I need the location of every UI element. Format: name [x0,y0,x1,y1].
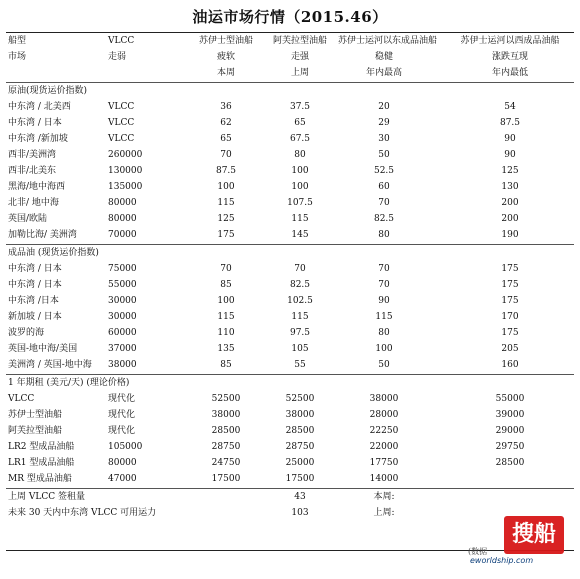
cell: 加勒比海/ 美洲湾 [8,230,77,240]
site-watermark: eworldship.com [470,556,534,565]
cell: 170 [501,312,519,322]
cell: 西非/美洲湾 [8,150,57,160]
cell: 160 [501,360,519,370]
cell: 中东湾 / 北美西 [8,102,71,112]
cell: 中东湾 /新加坡 [8,134,68,144]
cell: 115 [291,214,309,224]
cell: 85 [220,280,232,290]
cell: 现代化 [108,426,136,436]
cell: 38000 [211,410,241,420]
table-row [6,262,574,277]
cell: 本周 [216,68,235,78]
cell: 55000 [108,280,137,290]
cell: 上周 VLCC 签租量 [8,492,85,502]
cell: 55 [294,360,306,370]
cell: 28500 [211,426,241,436]
cell: 85 [220,360,232,370]
table-row [6,472,574,487]
cell: 现代化 [108,394,136,404]
cell: 52.5 [373,166,395,176]
table-row [6,148,574,163]
cell: 新加坡 / 日本 [8,312,62,322]
cell: 年内最高 [365,68,402,78]
cell: 75000 [108,264,137,274]
cell: 70 [220,150,232,160]
cell: 38000 [108,360,137,370]
table-row [6,100,574,115]
cell: 中东湾 /日本 [8,296,59,306]
cell: 175 [501,264,519,274]
cell: 50 [378,360,390,370]
header-row-market [6,50,574,65]
table-row [6,456,574,471]
cell: 36 [220,102,232,112]
cell: 125 [217,214,235,224]
cell: 200 [501,214,519,224]
cell: 黑海/地中海西 [8,182,66,192]
cell: 100 [291,166,309,176]
cell: 52500 [285,394,315,404]
cell: 70 [378,280,390,290]
source-note: (数据 [468,547,488,556]
cell: 200 [501,198,519,208]
cell: 25000 [285,458,315,468]
cell: 145 [291,230,309,240]
cell: 苏伊士型油船 [8,410,63,420]
top-rule [6,32,574,33]
cell: 175 [217,230,235,240]
cell: 22250 [369,426,399,436]
cell: 本周: [373,492,395,502]
table-row [6,164,574,179]
cell: 28750 [211,442,241,452]
cell: 28500 [285,426,315,436]
cell: 90 [504,150,516,160]
table-row [6,132,574,147]
cell: 走强 [290,52,309,62]
cell: 260000 [108,150,143,160]
page-title: 油运市场行情（2015.46） [192,8,388,26]
cell: 80000 [108,458,137,468]
cell: LR1 型成品油船 [8,458,75,468]
cell: MR 型成品油船 [8,474,72,484]
cell: 43 [294,492,306,502]
table-row [6,180,574,195]
section-rule [6,244,574,245]
cell: 190 [501,230,519,240]
cell: 52500 [211,394,241,404]
cell: 中东湾 / 日本 [8,264,62,274]
footer-row [6,490,574,505]
cell: VLCC [108,134,135,144]
section-rule [6,488,574,489]
cell: 80000 [108,214,137,224]
cell: 80000 [108,198,137,208]
cell: 37000 [108,344,137,354]
cell: 37.5 [289,102,311,112]
table-row [6,228,574,243]
cell: 115 [217,198,235,208]
cell: 100 [375,344,393,354]
cell: 英国/欧陆 [8,214,48,224]
cell: 175 [501,328,519,338]
table-row [6,310,574,325]
cell: 中东湾 / 日本 [8,280,62,290]
cell: 70 [378,198,390,208]
crude-section [6,84,574,99]
cell: 波罗的海 [8,328,45,338]
cell: 30000 [108,296,137,306]
cell: 82.5 [373,214,395,224]
cell: 美洲湾 / 英国-地中海 [8,360,92,370]
cell: 30 [378,134,390,144]
cell: VLCC [108,102,135,112]
cell: 17500 [285,474,315,484]
cell: 105000 [108,442,143,452]
table-row [6,278,574,293]
cell: 38000 [369,394,399,404]
cell: 30000 [108,312,137,322]
cell: 62 [220,118,232,128]
cell: 205 [501,344,519,354]
table-row [6,326,574,341]
cell: 29000 [495,426,525,436]
cell: 英国-地中海/美国 [8,344,78,354]
cell: 100 [217,296,235,306]
cell: 现代化 [108,410,136,420]
cell: 135 [217,344,235,354]
cell: 175 [501,296,519,306]
cell: 上周 [290,68,309,78]
cell: 上周: [373,508,395,518]
logo-text: 搜船 [511,522,556,547]
section-rule [6,374,574,375]
cell: 80 [378,328,390,338]
table-row [6,342,574,357]
cell: 走弱 [108,52,127,62]
cell: 中东湾 / 日本 [8,118,62,128]
cell: 82.5 [289,280,311,290]
cell: 65 [220,134,232,144]
header-row-period [6,66,574,81]
bottom-rule [6,550,574,551]
cell: 90 [378,296,390,306]
cell: 50 [378,150,390,160]
table-row [6,358,574,373]
cell: 90 [504,134,516,144]
cell: 125 [501,166,519,176]
cell: 29750 [495,442,525,452]
table-row [6,212,574,227]
table-row [6,392,574,407]
cell: 28000 [369,410,399,420]
sochuan-logo [504,516,564,554]
cell: 105 [291,344,309,354]
cell: 苏伊士型油船 [198,36,253,46]
section-rule [6,82,574,83]
cell: 110 [217,328,235,338]
cell: 70 [294,264,306,274]
product-section [6,246,574,261]
cell: 38000 [285,410,315,420]
section-label: 原油(现货运价指数) [8,86,88,96]
cell: 67.5 [289,134,311,144]
table-row [6,440,574,455]
cell: VLCC [108,36,135,46]
cell: 22000 [369,442,399,452]
cell: 70000 [108,230,137,240]
header-row-ship-type [6,34,574,49]
cell: 135000 [108,182,143,192]
cell: 70 [378,264,390,274]
timecharter-section [6,376,574,391]
table-row [6,196,574,211]
cell: 55000 [495,394,525,404]
cell: 20 [378,102,390,112]
section-label: 1 年期租 (美元/天) (理论价格) [8,378,130,388]
cell: 17500 [211,474,241,484]
cell: 17750 [369,458,399,468]
cell: 175 [501,280,519,290]
cell: 年内最低 [491,68,528,78]
cell: 阿芙拉型油船 [8,426,63,436]
cell: 87.5 [215,166,237,176]
footer-row [6,506,574,521]
cell: 西非/北美东 [8,166,57,176]
cell: 65 [294,118,306,128]
table-row [6,424,574,439]
table-row [6,116,574,131]
cell: 80 [378,230,390,240]
cell: 87.5 [499,118,521,128]
cell: 107.5 [287,198,313,208]
cell: 39000 [495,410,525,420]
cell: 稳健 [374,52,393,62]
section-label: 成品油 (现货运价指数) [8,248,99,258]
cell: VLCC [8,394,35,404]
cell: 28750 [285,442,315,452]
cell: 24750 [211,458,241,468]
cell: 100 [217,182,235,192]
cell: 47000 [108,474,137,484]
cell: 54 [504,102,516,112]
cell: 14000 [369,474,399,484]
cell: 市场 [8,52,27,62]
cell: 102.5 [287,296,313,306]
cell: 涨跌互现 [491,52,528,62]
cell: VLCC [108,118,135,128]
cell: 100 [291,182,309,192]
cell: 70 [220,264,232,274]
cell: 苏伊士运河以西成品油船 [460,36,560,46]
cell: 115 [375,312,393,322]
table-row [6,294,574,309]
cell: 未来 30 天内中东湾 VLCC 可用运力 [8,508,157,518]
cell: 130 [501,182,519,192]
cell: 115 [217,312,235,322]
cell: 115 [291,312,309,322]
cell: 苏伊士运河以东成品油船 [338,36,438,46]
table-row [6,408,574,423]
cell: 130000 [108,166,143,176]
cell: 28500 [495,458,525,468]
cell: 阿芙拉型油船 [272,36,327,46]
cell: 疲软 [216,52,235,62]
cell: 船型 [8,36,27,46]
cell: 80 [294,150,306,160]
cell: 北非/ 地中海 [8,198,59,208]
cell: LR2 型成品油船 [8,442,75,452]
cell: 60 [378,182,390,192]
cell: 97.5 [289,328,311,338]
cell: 60000 [108,328,137,338]
cell: 103 [291,508,309,518]
cell: 29 [378,118,390,128]
